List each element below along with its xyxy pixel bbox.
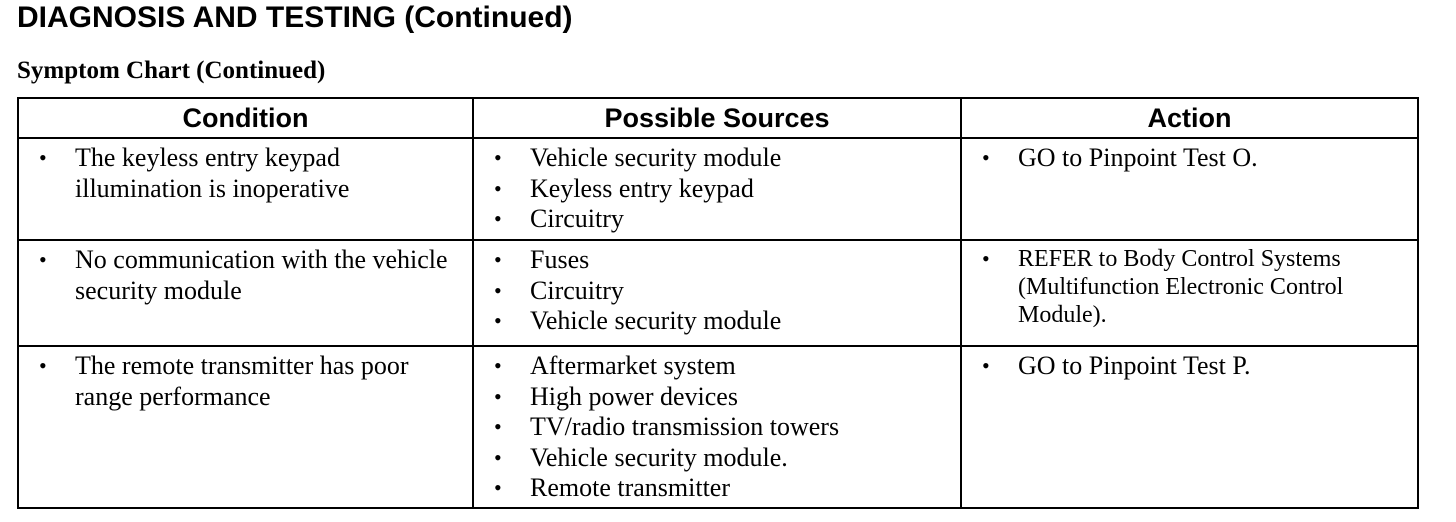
- source-item: • Keyless entry keypad: [484, 174, 954, 205]
- source-item: • TV/radio transmission towers: [484, 412, 954, 443]
- source-item: • Vehicle security module: [484, 306, 954, 337]
- table-row: [18, 138, 1418, 240]
- source-item: • Remote transmitter: [484, 473, 954, 504]
- source-item: • Fuses: [484, 245, 954, 276]
- source-item: • High power devices: [484, 382, 954, 413]
- source-item: • Vehicle security module: [484, 143, 954, 174]
- action-cell: [961, 138, 1418, 240]
- condition-item: • No communication with the vehicle security module: [29, 245, 466, 306]
- column-header-condition: Condition: [18, 98, 473, 138]
- source-item: • Aftermarket system: [484, 351, 954, 382]
- source-item: • Circuitry: [484, 276, 954, 307]
- action-item: • REFER to Body Control Systems (Multifunction Electronic Control Module).: [972, 245, 1411, 329]
- condition-cell: [18, 240, 473, 346]
- action-cell: [961, 346, 1418, 508]
- column-header-action: Action: [961, 98, 1418, 138]
- symptom-chart-table: [17, 97, 1419, 509]
- page-title: DIAGNOSIS AND TESTING (Continued): [17, 1, 573, 34]
- action-item: • GO to Pinpoint Test P.: [972, 351, 1411, 382]
- action-item: • GO to Pinpoint Test O.: [972, 143, 1411, 174]
- source-item: • Vehicle security module.: [484, 443, 954, 474]
- condition-cell: [18, 138, 473, 240]
- table-row: [18, 240, 1418, 346]
- condition-item: • The remote transmitter has poor range performance: [29, 351, 466, 412]
- possible-sources-cell: [473, 240, 961, 346]
- source-item: • Circuitry: [484, 204, 954, 235]
- table-header-row: [18, 98, 1418, 138]
- condition-item: • The keyless entry keypad illumination is inoperative: [29, 143, 466, 204]
- condition-cell: [18, 346, 473, 508]
- table-row: [18, 346, 1418, 508]
- possible-sources-cell: [473, 346, 961, 508]
- section-title: Symptom Chart (Continued): [17, 57, 326, 84]
- column-header-possible-sources: Possible Sources: [473, 98, 961, 138]
- action-cell: [961, 240, 1418, 346]
- possible-sources-cell: [473, 138, 961, 240]
